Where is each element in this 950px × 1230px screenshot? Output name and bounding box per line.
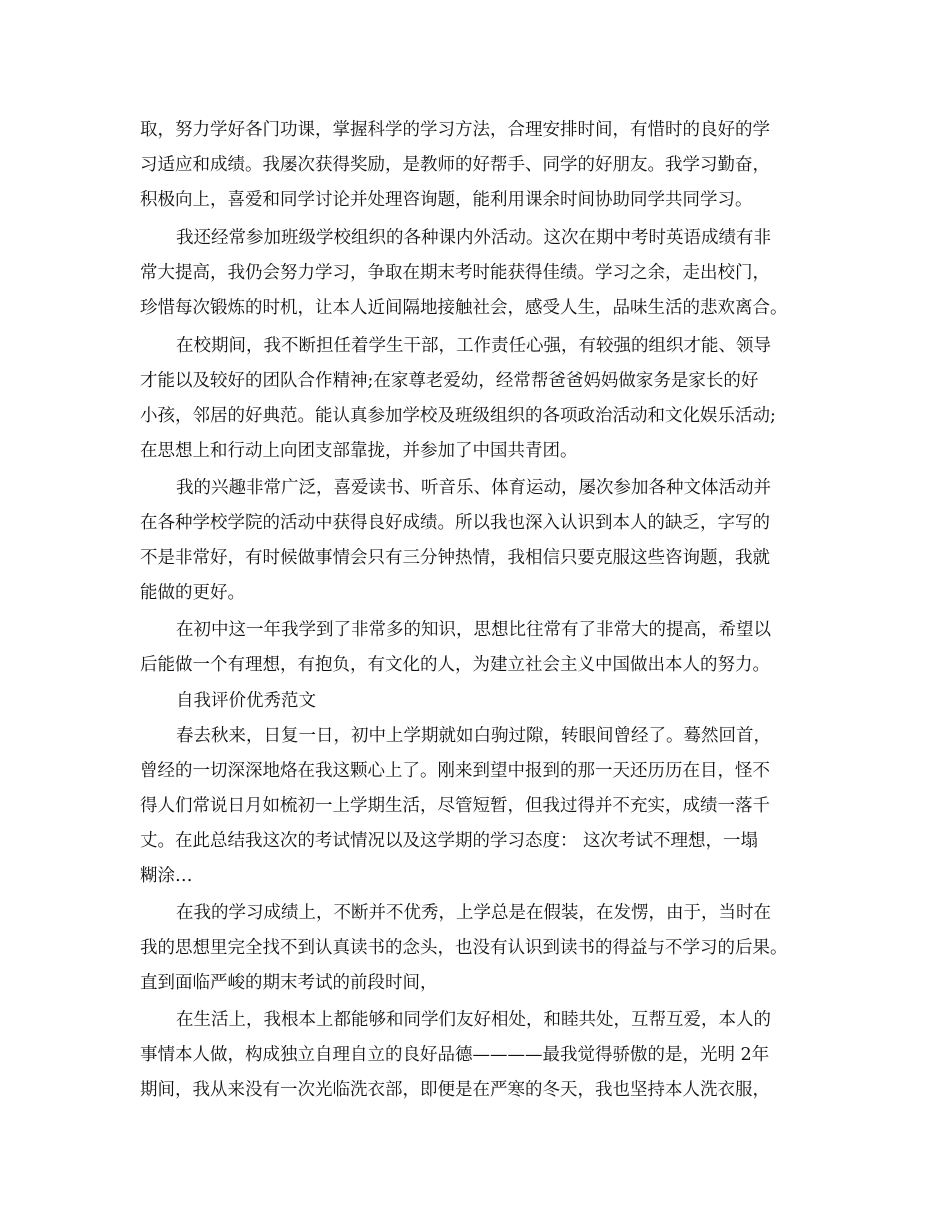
text-line: 小孩，邻居的好典范。能认真参加学校及班级组织的各项政治活动和文化娱乐活动;	[140, 406, 776, 426]
text-line: 习适应和成绩。我屡次获得奖励，是教师的好帮手、同学的好朋友。我学习勤奋，	[140, 155, 770, 175]
text-line: 糊涂…	[140, 866, 193, 886]
text-line: 我的思想里完全找不到认真读书的念头，也没有认识到读书的得益与不学习的后果。	[140, 938, 788, 958]
paragraph-start: 春去秋来，日复一日，初中上学期就如白驹过隙，转眼间曾经了。蓦然回首，	[176, 726, 771, 746]
text-line: 珍惜每次锻炼的时机，让本人近间隔地接触社会，感受人生，品味生活的悲欢离合。	[140, 298, 788, 318]
text-line: 积极向上，喜爱和同学讨论并处理咨询题，能利用课余时间协助同学共同学习。	[140, 190, 753, 210]
text-line: 后能做一个有理想，有抱负，有文化的人，为建立社会主义中国做出本人的努力。	[140, 655, 770, 675]
text-line: 能做的更好。	[140, 583, 245, 603]
text-line: 直到面临严峻的期末考试的前段时间，	[140, 973, 438, 993]
text-line: 丈。在此总结我这次的考试情况以及这学期的学习态度： 这次考试不理想，一塌	[140, 831, 759, 851]
text-line: 在各种学校学院的活动中获得良好成绩。所以我也深入认识到本人的缺乏，字写的	[140, 513, 770, 533]
text-line: 事情本人做，构成独立自理自立的良好品德————最我觉得骄傲的是，光明 2年	[140, 1045, 770, 1065]
paragraph-start: 在我的学习成绩上，不断并不优秀，上学总是在假装，在发愣，由于，当时在	[176, 903, 771, 923]
text-line: 得人们常说日月如梳初一上学期生活，尽管短暂，但我过得并不充实，成绩一落千	[140, 796, 770, 816]
text-line: 在思想上和行动上向团支部靠拢，并参加了中国共青团。	[140, 441, 578, 461]
text-line: 常大提高，我仍会努力学习，争取在期末考时能获得佳绩。学习之余，走出校门，	[140, 263, 770, 283]
text-line: 取，努力学好各门功课，掌握科学的学习方法，合理安排时间，有惜时的良好的学	[140, 120, 770, 140]
section-heading: 自我评价优秀范文	[176, 691, 316, 711]
paragraph-start: 在校期间，我不断担任着学生干部，工作责任心强，有较强的组织才能、领导	[176, 336, 771, 356]
text-line: 才能以及较好的团队合作精神;在家尊老爱幼，经常帮爸爸妈妈做家务是家长的好	[140, 371, 759, 391]
text-line: 不是非常好，有时候做事情会只有三分钟热情，我相信只要克服这些咨询题，我就	[140, 548, 770, 568]
paragraph-start: 在初中这一年我学到了非常多的知识，思想比往常有了非常大的提高，希望以	[176, 620, 771, 640]
text-line: 期间，我从来没有一次光临洗衣部，即便是在严寒的冬天，我也坚持本人洗衣服，	[140, 1080, 770, 1100]
paragraph-start: 我的兴趣非常广泛，喜爱读书、听音乐、体育运动，屡次参加各种文体活动并	[176, 478, 771, 498]
paragraph-start: 我还经常参加班级学校组织的各种课内外活动。这次在期中考时英语成绩有非	[176, 228, 771, 248]
paragraph-start: 在生活上，我根本上都能够和同学们友好相处，和睦共处，互帮互爱，本人的	[176, 1010, 771, 1030]
text-line: 曾经的一切深深地烙在我这颗心上了。刚来到望中报到的那一天还历历在目，怪不	[140, 761, 770, 781]
